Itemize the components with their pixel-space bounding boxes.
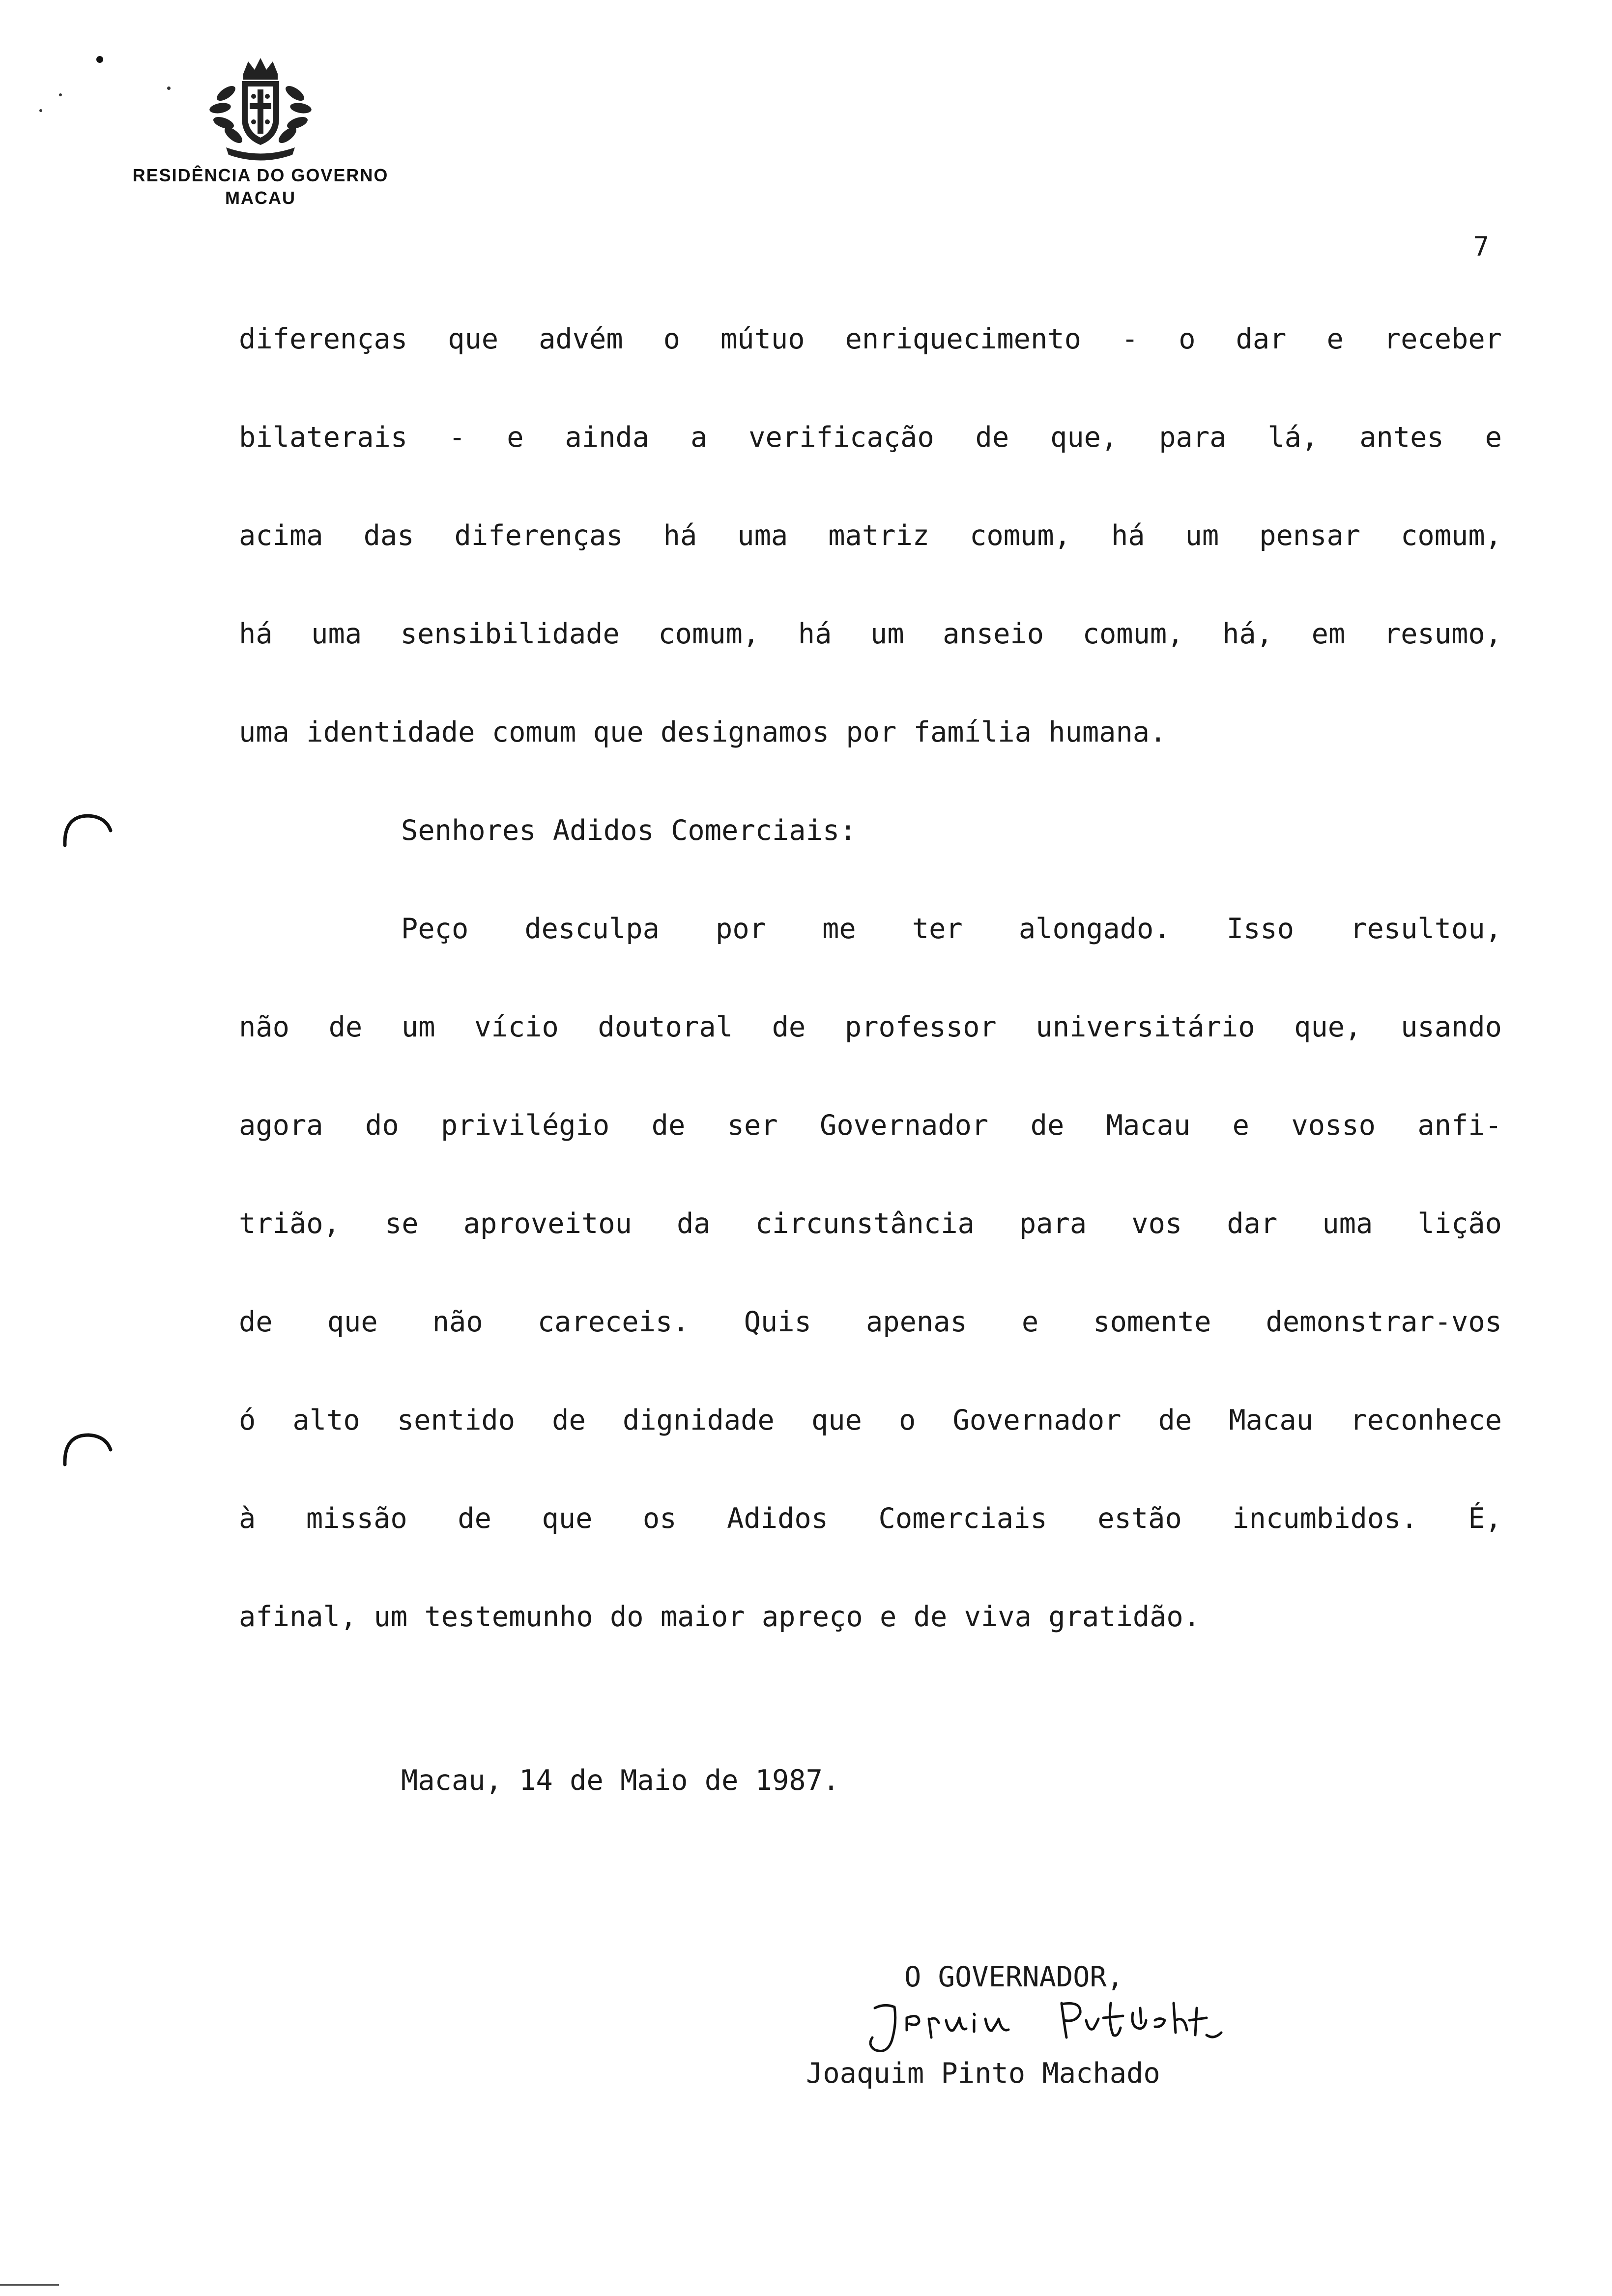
letterhead-line-1: RESIDÊNCIA DO GOVERNO xyxy=(132,165,389,185)
scan-dot xyxy=(96,56,103,63)
body-line: de que não careceis. Quis apenas e somente demonstrar-vos xyxy=(239,1306,1502,1338)
macau-coat-of-arms-icon xyxy=(197,54,324,162)
body-line: uma identidade comum que designamos por família humana. xyxy=(239,716,1167,748)
body-line: não de um vício doutoral de professor universitário que, usando xyxy=(239,1011,1502,1043)
body-line: Peço desculpa por me ter alongado. Isso resultou, xyxy=(401,913,1502,945)
salutation: Senhores Adidos Comerciais: xyxy=(401,814,857,847)
body-line: bilaterais - e ainda a verificação de que, para lá, antes e xyxy=(239,421,1502,454)
body-line: diferenças que advém o mútuo enriquecimento - o dar e receber xyxy=(239,323,1502,355)
scan-dot xyxy=(59,93,62,96)
scan-dot xyxy=(39,109,42,112)
body-line: ó alto sentido de dignidade que o Governador de Macau reconhece xyxy=(239,1404,1502,1436)
body-line: agora do privilégio de ser Governador de Macau e vosso anfi- xyxy=(239,1109,1502,1142)
body-line: à missão de que os Adidos Comerciais estão incumbidos. É, xyxy=(239,1502,1502,1535)
letterhead xyxy=(98,54,423,209)
body-line: trião, se aproveitou da circunstância para vos dar uma lição xyxy=(239,1207,1502,1240)
scan-edge-line xyxy=(0,2284,59,2286)
handwritten-signature-icon xyxy=(845,1993,1248,2057)
signature-block xyxy=(806,1961,1248,2090)
signatory-name: Joaquim Pinto Machado xyxy=(806,2057,1160,2090)
scan-dot xyxy=(167,86,171,90)
body-text xyxy=(239,290,1502,1666)
signature-title: O GOVERNADOR, xyxy=(904,1961,1124,1993)
body-line: há uma sensibilidade comum, há um anseio comum, há, em resumo, xyxy=(239,618,1502,650)
date-line: Macau, 14 de Maio de 1987. xyxy=(401,1764,840,1797)
body-line: acima das diferenças há uma matriz comum, há um pensar comum, xyxy=(239,519,1502,552)
body-line: afinal, um testemunho do maior apreço e de viva gratidão. xyxy=(239,1601,1201,1633)
letterhead-line-2: MACAU xyxy=(225,188,296,208)
scan-mark-icon xyxy=(59,806,118,850)
page-number: 7 xyxy=(1473,231,1489,262)
scan-mark-icon xyxy=(59,1425,118,1469)
